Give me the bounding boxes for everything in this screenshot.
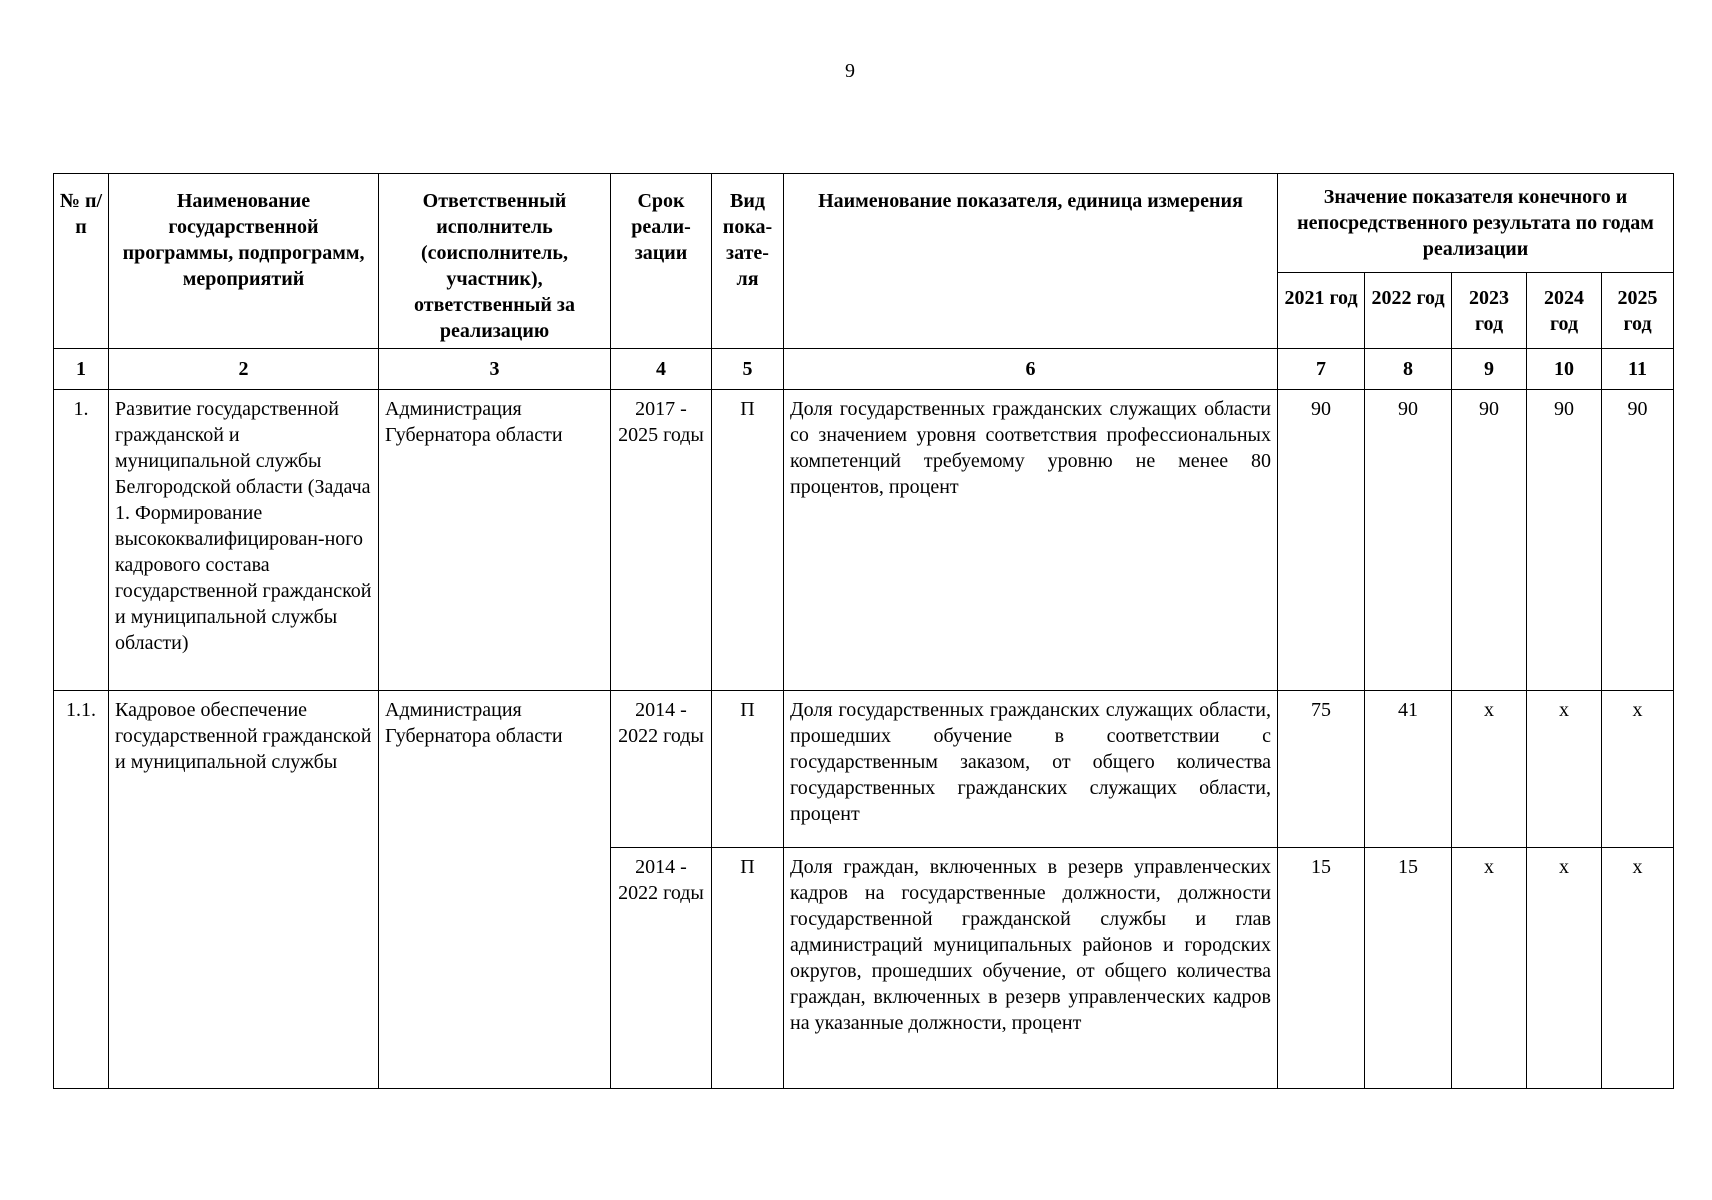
- indicator-name: Доля граждан, включенных в резерв управленческих кадров на государственные должности, должности государственной гражданской службы и глав администраций муниципальных районов и городских округов, прошедших обучение, от общего количества граждан, включенных в резерв управленческих кадров на указанные должности, процент: [784, 848, 1278, 1089]
- indicator-type: П: [712, 848, 784, 1089]
- column-number: 1: [54, 349, 109, 390]
- header-year: 2025 год: [1602, 273, 1674, 349]
- value-2023: 90: [1452, 390, 1527, 691]
- header-year: 2022 год: [1365, 273, 1452, 349]
- term: 2014 - 2022 годы: [611, 848, 712, 1089]
- indicator-type: П: [712, 691, 784, 848]
- table-row: [54, 390, 1674, 691]
- indicators-table-container: [53, 173, 1673, 1089]
- value-2025: x: [1602, 691, 1674, 848]
- column-number: 9: [1452, 349, 1527, 390]
- executor: Администрация Губернатора области: [379, 691, 611, 1089]
- term: 2014 - 2022 годы: [611, 691, 712, 848]
- header-year: 2021 год: [1278, 273, 1365, 349]
- column-number: 5: [712, 349, 784, 390]
- column-number: 2: [109, 349, 379, 390]
- header-row: [54, 174, 1674, 273]
- header-indicator-name: Наименование показателя, единица измерения: [784, 174, 1278, 349]
- header-term: Срок реали-зации: [611, 174, 712, 349]
- program-name: Кадровое обеспечение государственной гражданской и муниципальной службы: [109, 691, 379, 1089]
- column-number: 11: [1602, 349, 1674, 390]
- header-executor: Ответственный исполнитель (соисполнитель, участник), ответственный за реализацию: [379, 174, 611, 349]
- header-program-name: Наименование государственной программы, подпрограмм, мероприятий: [109, 174, 379, 349]
- row-number: 1.1.: [54, 691, 109, 1089]
- column-number: 10: [1527, 349, 1602, 390]
- indicator-name: Доля государственных гражданских служащих области со значением уровня соответствия профессиональных компетенций требуемому уровню не менее 80 процентов, процент: [784, 390, 1278, 691]
- header-number: № п/п: [54, 174, 109, 349]
- value-2024: x: [1527, 691, 1602, 848]
- column-number: 8: [1365, 349, 1452, 390]
- value-2023: x: [1452, 691, 1527, 848]
- executor: Администрация Губернатора области: [379, 390, 611, 691]
- row-number: 1.: [54, 390, 109, 691]
- value-2021: 90: [1278, 390, 1365, 691]
- value-2024: 90: [1527, 390, 1602, 691]
- header-year: 2023 год: [1452, 273, 1527, 349]
- page-number: 9: [845, 60, 855, 82]
- header-values-group: Значение показателя конечного и непосредственного результата по годам реализации: [1278, 174, 1674, 273]
- value-2023: x: [1452, 848, 1527, 1089]
- program-name: Развитие государственной гражданской и муниципальной службы Белгородской области (Задача 1. Формирование высококвалифицирован-ного кадрового состава государственной гражданской и муниципальной службы области): [109, 390, 379, 691]
- column-number: 7: [1278, 349, 1365, 390]
- term: 2017 - 2025 годы: [611, 390, 712, 691]
- indicators-table: [53, 173, 1674, 1089]
- value-2025: 90: [1602, 390, 1674, 691]
- indicator-name: Доля государственных гражданских служащих области, прошедших обучение в соответствии с государственным заказом, от общего количества государственных гражданских служащих области, процент: [784, 691, 1278, 848]
- table-row: [54, 691, 1674, 848]
- column-number: 6: [784, 349, 1278, 390]
- value-2022: 15: [1365, 848, 1452, 1089]
- column-numbers-row: [54, 349, 1674, 390]
- indicator-type: П: [712, 390, 784, 691]
- column-number: 3: [379, 349, 611, 390]
- header-year: 2024 год: [1527, 273, 1602, 349]
- value-2021: 75: [1278, 691, 1365, 848]
- value-2024: x: [1527, 848, 1602, 1089]
- header-indicator-type: Вид пока-зате-ля: [712, 174, 784, 349]
- value-2022: 90: [1365, 390, 1452, 691]
- value-2025: x: [1602, 848, 1674, 1089]
- value-2021: 15: [1278, 848, 1365, 1089]
- value-2022: 41: [1365, 691, 1452, 848]
- column-number: 4: [611, 349, 712, 390]
